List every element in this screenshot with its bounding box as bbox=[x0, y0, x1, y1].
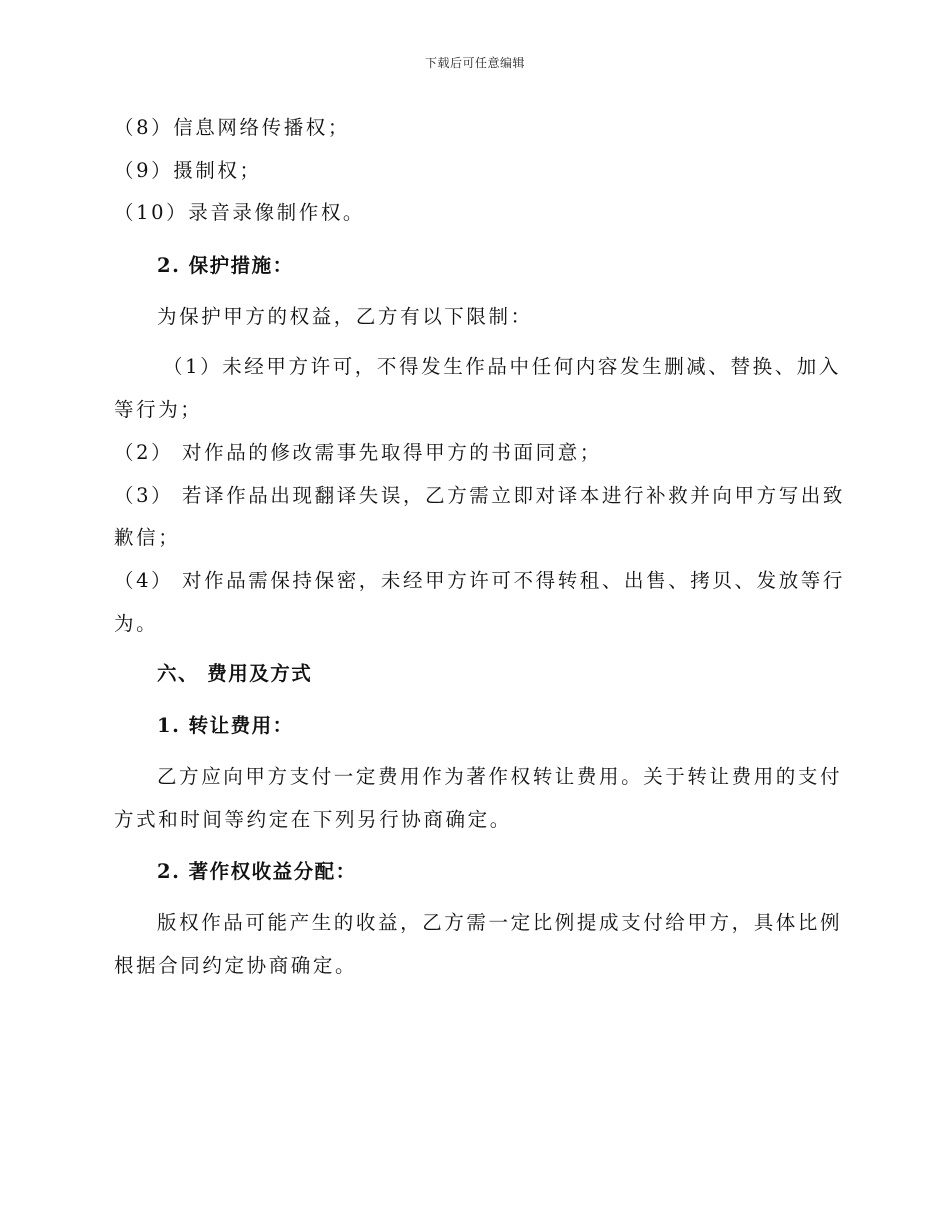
paragraph-revenue-share-cont: 根据合同约定协商确定。 bbox=[114, 954, 358, 977]
section-heading-protection: 2. 保护措施： bbox=[157, 254, 294, 277]
paragraph-intro: 为保护甲方的权益，乙方有以下限制： bbox=[157, 305, 533, 328]
restriction-item-3-cont: 歉信； bbox=[114, 526, 181, 549]
restriction-item-3: （3） 若译作品出现翻译失误，乙方需立即对译本进行补救并向甲方写出致 bbox=[114, 484, 846, 507]
restriction-item-4-cont: 为。 bbox=[114, 612, 159, 635]
paragraph-transfer-fee: 乙方应向甲方支付一定费用作为著作权转让费用。关于转让费用的支付 bbox=[157, 765, 843, 788]
restriction-item-4: （4） 对作品需保持保密，未经甲方许可不得转租、出售、拷贝、发放等行 bbox=[114, 569, 846, 592]
list-item-10: （10）录音录像制作权。 bbox=[114, 201, 366, 224]
paragraph-transfer-fee-cont: 方式和时间等约定在下列另行协商确定。 bbox=[114, 808, 512, 831]
subheading-transfer-fee: 1. 转让费用： bbox=[157, 714, 294, 737]
page-header: 下载后可任意编辑 bbox=[424, 56, 525, 70]
section-heading-fees: 六、 费用及方式 bbox=[157, 662, 313, 685]
restriction-item-2: （2） 对作品的修改需事先取得甲方的书面同意； bbox=[114, 441, 602, 464]
list-item-8: （8）信息网络传播权； bbox=[114, 116, 351, 139]
paragraph-revenue-share: 版权作品可能产生的收益，乙方需一定比例提成支付给甲方，具体比例 bbox=[157, 911, 843, 934]
restriction-item-1-cont: 等行为； bbox=[114, 398, 203, 421]
list-item-9: （9）摄制权； bbox=[114, 159, 262, 182]
subheading-revenue-share: 2. 著作权收益分配： bbox=[157, 860, 357, 883]
restriction-item-1: （1）未经甲方许可，不得发生作品中任何内容发生删减、替换、加入 bbox=[163, 355, 842, 378]
